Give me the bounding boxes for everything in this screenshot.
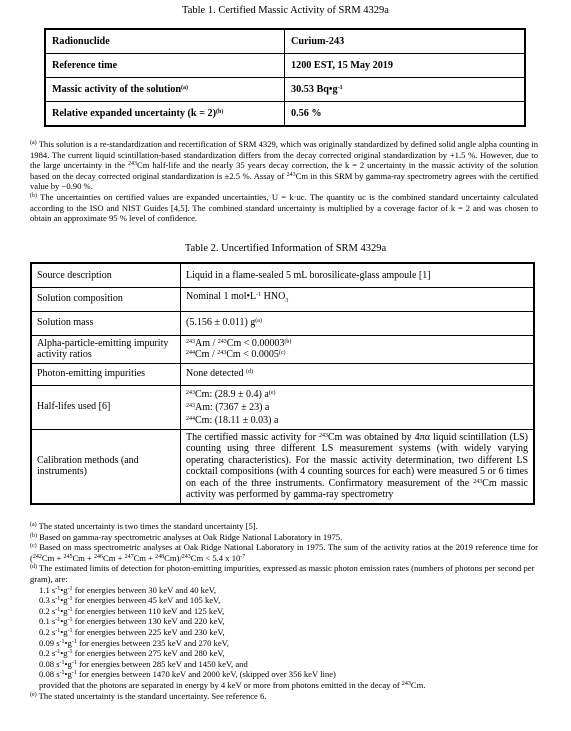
massic-activity-label: Massic activity of the solution	[52, 84, 182, 95]
unit-text: •g	[60, 605, 68, 616]
table-row	[45, 29, 525, 54]
note-a	[30, 139, 538, 192]
note-mark: (b)	[30, 532, 37, 539]
unit-exponent: -1	[67, 617, 73, 624]
unit-exponent: -1	[55, 596, 61, 603]
limit-range: for energies between 285 keV and 1450 keV, and	[79, 658, 248, 669]
unit-exponent: -1	[55, 617, 61, 624]
unit-text: s	[49, 616, 56, 627]
table1-notes	[30, 139, 538, 224]
note-text: The uncertainties on certified values are expanded uncertainties, U = k·uc. The quantity uc is the combined standard uncertainty calculated according to the ISO and NIST Guides [4,5]. The combined standard uncertainty is multiplied by a coverage factor of k = 2 and was chosen to obtain an approximate 95 % level of confidence.	[30, 191, 538, 224]
unit-exponent: -1	[67, 596, 73, 603]
note-text: Cm in this SRM by gamma-ray spectrometry agrees with the certified value by −0.90 %.	[30, 170, 538, 192]
note-b	[30, 192, 538, 224]
halflife-label: Half-lifes used [6]	[31, 385, 181, 429]
photon-value: None detected	[186, 368, 244, 380]
calibration-text: The certified massic activity for	[186, 431, 319, 443]
limit-value: 0.09	[39, 637, 55, 648]
table-row	[45, 102, 525, 127]
limit-range: for energies between 275 keV and 280 keV,	[74, 648, 225, 659]
unit-exponent: -1	[71, 670, 77, 677]
halflife-cm244	[186, 414, 528, 427]
table1-caption: Table 1. Certified Massic Activity of SRM 4329a	[182, 5, 389, 16]
table-row	[45, 78, 525, 102]
unit-text: •g	[60, 584, 68, 595]
detection-limit-line	[30, 638, 538, 649]
table-row	[31, 263, 534, 287]
note-mark: (e)	[30, 691, 37, 698]
unit-text: •g	[60, 648, 68, 659]
calibration-value-cell	[181, 429, 535, 504]
unit-exponent: -1	[67, 606, 73, 613]
limit-value: 0.2	[39, 648, 50, 659]
isotope-number: 247	[124, 553, 134, 560]
detection-limit-line	[30, 659, 538, 670]
limit-value: 0.3	[39, 595, 50, 606]
unit-text: •g	[64, 637, 72, 648]
calibration-label: Calibration methods (and instruments)	[31, 429, 181, 504]
note-d	[30, 563, 538, 584]
table2-caption: Table 2. Uncertified Information of SRM 4329a	[184, 243, 387, 254]
isotope-number: 242	[32, 553, 42, 560]
halflife-value-cell	[181, 385, 535, 429]
composition-value-cell	[181, 287, 535, 311]
unit-exponent: -1	[71, 659, 77, 666]
unit-exponent: -1	[67, 585, 73, 592]
ratio-text: Cm < 0.00003	[226, 337, 285, 349]
exponent: -7	[240, 553, 246, 560]
limit-range: for energies between 45 keV and 105 keV,	[74, 595, 221, 606]
limit-range: for energies between 110 keV and 125 keV,	[74, 605, 225, 616]
uncertainty-label: Relative expanded uncertainty (k = 2)	[52, 108, 216, 119]
unit-text: •g	[64, 658, 72, 669]
unit-text: s	[49, 626, 56, 637]
unit-exponent: -1	[55, 649, 61, 656]
limit-value: 0.2	[39, 605, 50, 616]
limit-value: 0.1	[39, 616, 50, 627]
isotope-number: 243	[217, 338, 227, 345]
note-text: Based on gamma-ray spectrometric analyses at Oak Ridge National Laboratory in 1975.	[39, 531, 343, 542]
table-row	[45, 54, 525, 78]
detection-limit-line	[30, 595, 538, 606]
certified-values-table	[44, 28, 526, 127]
uncertainty-value: 0.56 %	[285, 102, 526, 127]
unit-exponent: -1	[67, 649, 73, 656]
detection-limit-line	[30, 616, 538, 627]
composition-acid: HNO	[261, 290, 286, 302]
note-text: The stated uncertainty is the standard uncertainty. See reference 6.	[38, 690, 267, 701]
isotope-number: 243	[319, 432, 328, 439]
isotope-number: 243	[286, 171, 296, 178]
unit-text: s	[54, 637, 60, 648]
isotope-number: 248	[155, 553, 165, 560]
limit-value: 0.08	[39, 658, 55, 669]
limit-value: 1.1	[39, 584, 50, 595]
ratio-text: Cm < 0.0005	[226, 349, 279, 360]
isotope-number: 243	[217, 350, 227, 356]
table-row	[31, 385, 534, 429]
isotope-number: 244	[186, 415, 195, 422]
note-text: The stated uncertainty is two times the standard uncertainty [5].	[38, 521, 258, 531]
note-b-ref: (b)	[216, 109, 224, 115]
isotope-number: 243	[186, 338, 195, 345]
note-mark: (a)	[30, 522, 37, 528]
halflife-am243	[186, 401, 528, 414]
unit-exponent: -1	[67, 627, 73, 634]
isotope-number: 243	[473, 478, 483, 485]
note-text: Cm < 5.4 x 10	[190, 552, 241, 563]
limit-range: for energies between 130 keV and 220 keV,	[74, 616, 225, 627]
detection-limit-line	[30, 648, 538, 659]
massic-activity-value: 30.53 Bq•g	[291, 84, 338, 95]
mass-label: Solution mass	[31, 311, 181, 335]
note-ref: (a)	[255, 318, 262, 325]
uncertainty-label-cell	[45, 102, 285, 127]
unit-text: s	[49, 584, 56, 595]
isotope-number: 244	[186, 350, 195, 356]
note-a-ref: (a)	[181, 85, 189, 91]
note-ref: (b)	[284, 338, 292, 345]
unit-exponent: -1	[59, 670, 65, 677]
unit-text: •g	[64, 669, 72, 680]
unit-exponent: -1	[55, 627, 61, 634]
ratio-cm	[186, 349, 528, 361]
unit-text: s	[49, 595, 56, 606]
unit-exponent: -1	[59, 659, 65, 666]
note-text: Cm +	[72, 552, 94, 563]
calibration-text: Cm was obtained by 4πα liquid scintillation (LS) counting using three different LS measurement systems (with widely varying operating characteristics). For the massic activity determination, two different LS cocktail compositions (with 4 counting sources for each) were measured 5 or 6 times on each of the three instruments. Confirmatory measurement of the	[186, 431, 528, 489]
detection-limit-line	[30, 627, 538, 638]
source-value: Liquid in a flame-sealed 5 mL borosilicate-glass ampoule [1]	[181, 263, 535, 287]
composition-label: Solution composition	[31, 287, 181, 311]
table2-notes	[30, 521, 538, 701]
halflife-cm243	[186, 388, 528, 401]
ratios-value-cell	[181, 335, 535, 363]
unit-exponent: -1	[55, 585, 61, 592]
note-text: Cm +	[41, 552, 64, 563]
reference-time-value: 1200 EST, 15 May 2019	[285, 54, 526, 78]
unit-text: •g	[60, 626, 68, 637]
isotope-number: 243	[186, 402, 195, 409]
note-b	[30, 532, 538, 543]
ratios-label: Alpha-particle-emitting impurity activity ratios	[31, 335, 181, 363]
photon-label: Photon-emitting impurities	[31, 363, 181, 385]
note-ref: (e)	[268, 389, 276, 396]
note-mark: (b)	[30, 192, 37, 199]
table-row	[31, 363, 534, 385]
limit-range: for energies between 235 keV and 270 keV,	[79, 637, 229, 648]
detection-limit-line	[30, 669, 538, 680]
note-mark: (c)	[30, 543, 37, 550]
unit-text: s	[54, 669, 60, 680]
halflife-text: Cm: (28.9 ± 0.4) a	[195, 388, 269, 400]
isotope-number: 243	[127, 161, 137, 168]
note-text: Cm.	[410, 679, 426, 690]
subscript: 3	[285, 297, 289, 304]
unit-text: s	[49, 605, 56, 616]
limit-range: for energies between 225 keV and 230 keV,	[74, 626, 225, 637]
isotope-number: 243	[186, 389, 195, 396]
unit-exponent: -1	[337, 85, 343, 91]
note-text: provided that the photons are separated in energy by 4 keV or more from photons emitted in the decay of	[39, 679, 402, 690]
ratio-am	[186, 338, 528, 350]
provided-text	[30, 680, 538, 691]
note-a	[30, 521, 538, 532]
note-ref: (c)	[278, 350, 286, 356]
detection-limits-list	[30, 585, 538, 680]
table-row	[31, 287, 534, 311]
limit-value: 0.2	[39, 626, 50, 637]
massic-activity-label-cell	[45, 78, 285, 102]
isotope-number: 243	[181, 553, 191, 560]
isotope-number: 243	[401, 680, 411, 687]
isotope-number: 246	[94, 553, 103, 560]
unit-exponent: -1	[71, 638, 77, 645]
note-text: Cm)/	[164, 552, 182, 563]
composition-value: Nominal 1 mol•L	[186, 290, 257, 302]
mass-value-cell	[181, 311, 535, 335]
reference-time-label: Reference time	[45, 54, 285, 78]
table-row	[31, 429, 534, 504]
note-text: Based on mass spectrometric analyses at Oak Ridge National Laboratory in 1975. The sum of the activity ratios at the 2019 reference time for (	[30, 542, 538, 563]
unit-exponent: -1	[59, 638, 65, 645]
ratio-text: Cm /	[195, 349, 218, 360]
unit-text: •g	[60, 595, 68, 606]
photon-value-cell	[181, 363, 535, 385]
note-text: Cm +	[103, 552, 125, 563]
limit-value: 0.08	[39, 669, 55, 680]
unit-text: •g	[60, 616, 68, 627]
note-ref: (d)	[245, 369, 253, 376]
note-text: This solution is a re-standardization and recertification of SRM 4329, which was originally standardized by defined solid angle alpha counting in 1984. The current liquid scintillation-based standardization differs from the decay corrected original standardization by +1.5 %. However, due to the large uncertainty in the	[30, 139, 538, 171]
unit-text: s	[49, 648, 56, 659]
table-row	[31, 335, 534, 363]
unit-exponent: -1	[55, 606, 61, 613]
massic-activity-value-cell	[285, 78, 526, 102]
note-mark: (a)	[30, 140, 37, 146]
source-label: Source description	[31, 263, 181, 287]
isotope-number: 245	[63, 553, 73, 560]
ratio-text: Am /	[195, 337, 218, 349]
note-text: The estimated limits of detection for photon-emitting impurities, expressed as massic photon emission rates (numbers of photons per second per gram), are:	[30, 563, 535, 584]
halflife-text: Cm: (18.11 ± 0.03) a	[195, 414, 279, 426]
detection-limit-line	[30, 585, 538, 596]
mass-value: (5.156 ± 0.011) g	[186, 317, 256, 329]
detection-limit-line	[30, 606, 538, 617]
note-e	[30, 691, 538, 702]
uncertified-info-table	[30, 262, 535, 505]
limit-range: for energies between 30 keV and 40 keV,	[74, 584, 216, 595]
note-mark: (d)	[30, 564, 37, 571]
unit-exponent: -1	[256, 291, 262, 298]
note-text: Cm half-life and the nearly 35 years decay correction, the k = 2 uncertainty in the massic activity of the solution based on the decay corrected original standardization is ±2.5 %. Assay of	[30, 160, 538, 181]
radionuclide-label: Radionuclide	[45, 29, 285, 54]
note-text: Cm +	[133, 552, 156, 563]
unit-text: s	[54, 658, 60, 669]
table-row	[31, 311, 534, 335]
halflife-text: Am: (7367 ± 23) a	[195, 401, 270, 413]
radionuclide-value: Curium-243	[285, 29, 526, 54]
limit-range: for energies between 1470 keV and 2000 keV, (skipped over 356 keV line)	[79, 669, 336, 680]
calibration-text: Cm massic activity was performed by gamma-ray spectrometry	[186, 477, 528, 500]
note-c	[30, 542, 538, 563]
